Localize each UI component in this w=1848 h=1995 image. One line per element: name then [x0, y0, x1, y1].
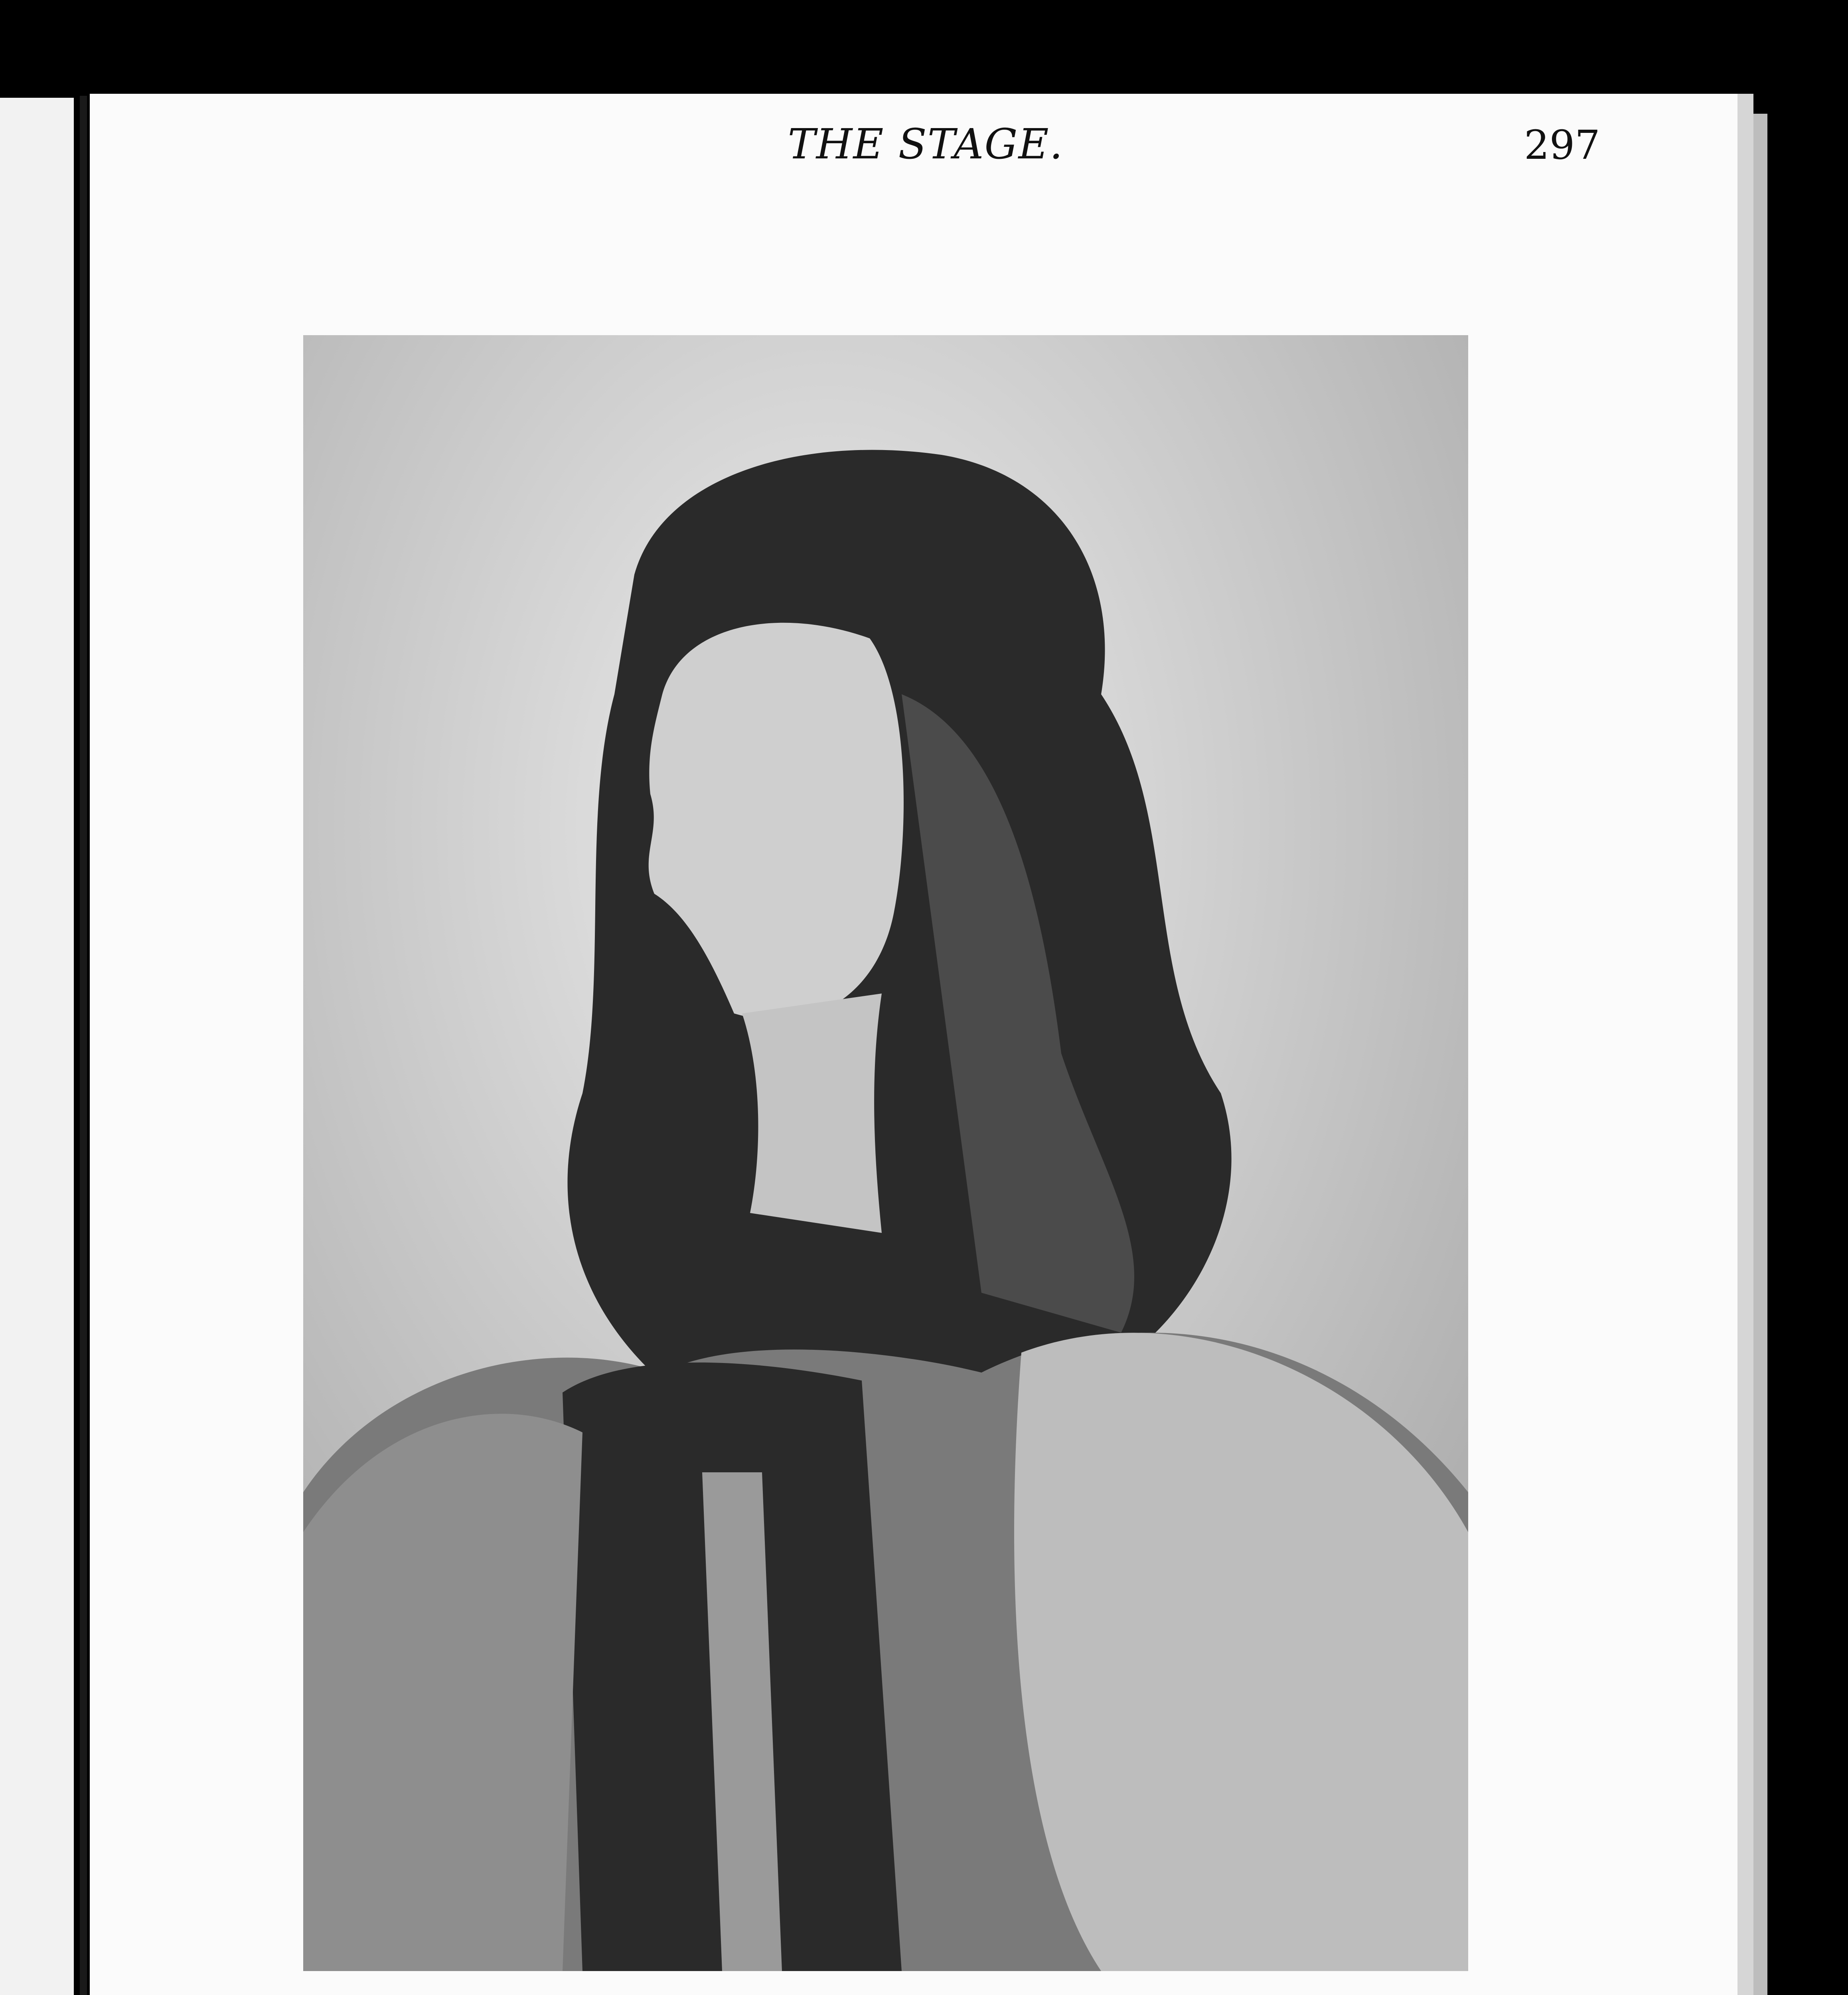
- portrait-photograph: [303, 335, 1468, 1971]
- page-number: 297: [1524, 122, 1600, 168]
- facing-page-edge: [0, 98, 74, 1995]
- book-gutter: [80, 96, 87, 1995]
- portrait-photograph-image: [303, 335, 1468, 1971]
- running-head: THE STAGE.: [788, 120, 1064, 168]
- page-edge-shadow: [1753, 114, 1767, 1995]
